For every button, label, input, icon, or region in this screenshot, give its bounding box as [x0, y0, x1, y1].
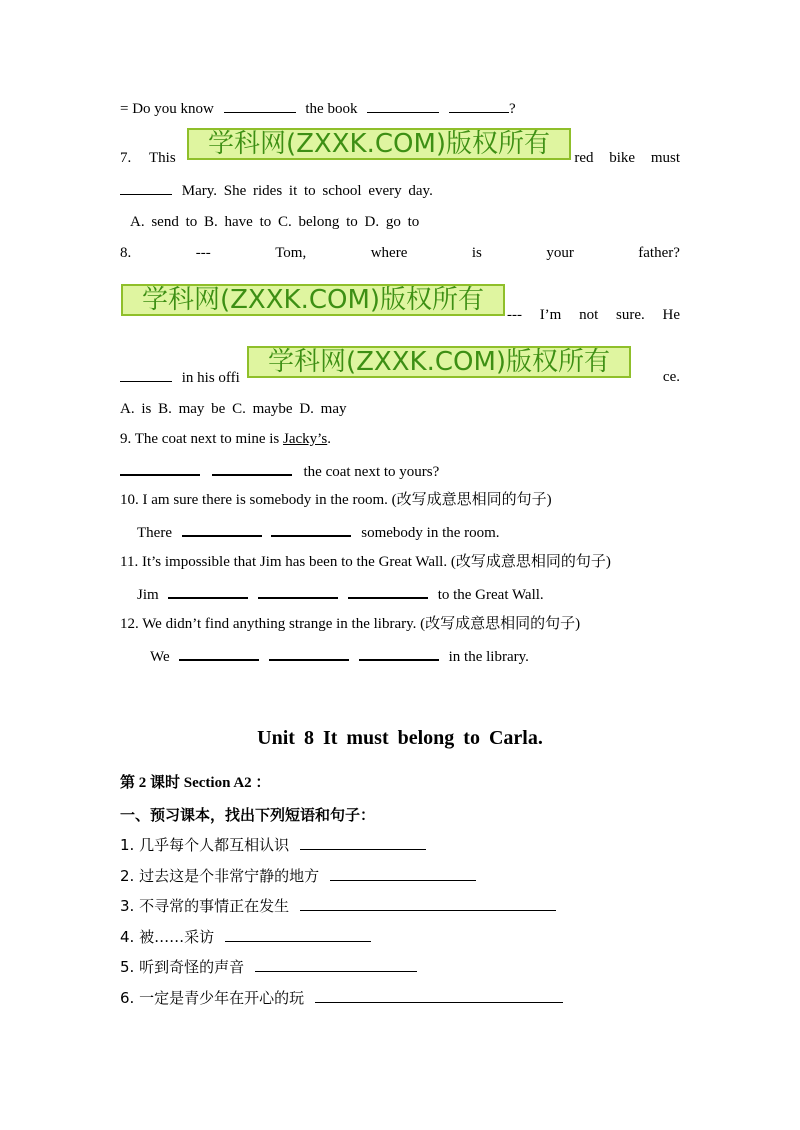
answer-blank[interactable]	[271, 521, 351, 537]
answer-blank[interactable]	[168, 583, 248, 599]
answer-blank[interactable]	[449, 98, 509, 113]
list-item: 5. 听到奇怪的声音	[120, 957, 680, 977]
task-heading: 一、预习课本，找出下列短语和句子：	[120, 806, 376, 824]
answer-blank[interactable]	[269, 645, 349, 661]
answer-blank[interactable]	[367, 98, 439, 113]
answer-blank[interactable]	[255, 957, 417, 972]
question-8: 8. --- Tom, where is your father?	[120, 245, 680, 261]
lesson-heading: 第 2 课时 Section A2 ：	[120, 775, 271, 791]
list-item: 1. 几乎每个人都互相认识	[120, 835, 680, 855]
answer-blank[interactable]	[258, 583, 338, 599]
answer-blank[interactable]	[182, 521, 262, 537]
list-item: 4. 被……采访	[120, 927, 680, 947]
answer-blank[interactable]	[212, 460, 292, 476]
answer-blank[interactable]	[330, 866, 476, 881]
text: the book	[305, 101, 358, 117]
answer-blank[interactable]	[120, 367, 172, 382]
answer-blank[interactable]	[120, 180, 172, 195]
question-7: 7. This red bike must	[120, 150, 680, 166]
watermark-stamp: 学科网(ZXXK.COM)版权所有	[187, 128, 571, 160]
question-12-line2: We in the library.	[150, 645, 680, 667]
question-11-line2: Jim to the Great Wall.	[137, 583, 680, 605]
question-7-options: A. send to B. have to C. belong to D. go to	[130, 214, 420, 230]
question-9-line2: the coat next to yours?	[120, 460, 680, 482]
question-9: 9. The coat next to mine is Jacky’s.	[120, 431, 331, 447]
answer-blank[interactable]	[224, 98, 296, 113]
question-7-cont: Mary. She rides it to school every day.	[120, 180, 680, 201]
list-item: 3. 不寻常的事情正在发生	[120, 896, 680, 916]
answer-blank[interactable]	[120, 460, 200, 476]
text: = Do you know	[120, 101, 214, 117]
question-8-options: A. is B. may be C. maybe D. may	[120, 401, 347, 417]
unit-title: Unit 8 It must belong to Carla.	[257, 727, 543, 749]
answer-blank[interactable]	[348, 583, 428, 599]
watermark-stamp: 学科网(ZXXK.COM)版权所有	[247, 346, 631, 378]
answer-blank[interactable]	[300, 835, 426, 850]
answer-blank[interactable]	[300, 896, 556, 911]
answer-blank[interactable]	[179, 645, 259, 661]
question-11: 11. It’s impossible that Jim has been to the Great Wall. (改写成意思相同的句子)	[120, 554, 611, 570]
question-10-line2: There somebody in the room.	[137, 521, 680, 543]
question-12: 12. We didn’t find anything strange in the library. (改写成意思相同的句子)	[120, 616, 581, 632]
answer-blank[interactable]	[359, 645, 439, 661]
answer-blank[interactable]	[225, 927, 371, 942]
answer-blank[interactable]	[315, 988, 563, 1003]
list-item: 6. 一定是青少年在开心的玩	[120, 988, 680, 1008]
line-1: = Do you know the book ?	[120, 98, 680, 119]
watermark-stamp: 学科网(ZXXK.COM)版权所有	[121, 284, 505, 316]
list-item: 2. 过去这是个非常宁静的地方	[120, 866, 680, 886]
question-10: 10. I am sure there is somebody in the room. (改写成意思相同的句子)	[120, 492, 552, 508]
question-8-cont: in his offi ce.	[120, 367, 680, 388]
